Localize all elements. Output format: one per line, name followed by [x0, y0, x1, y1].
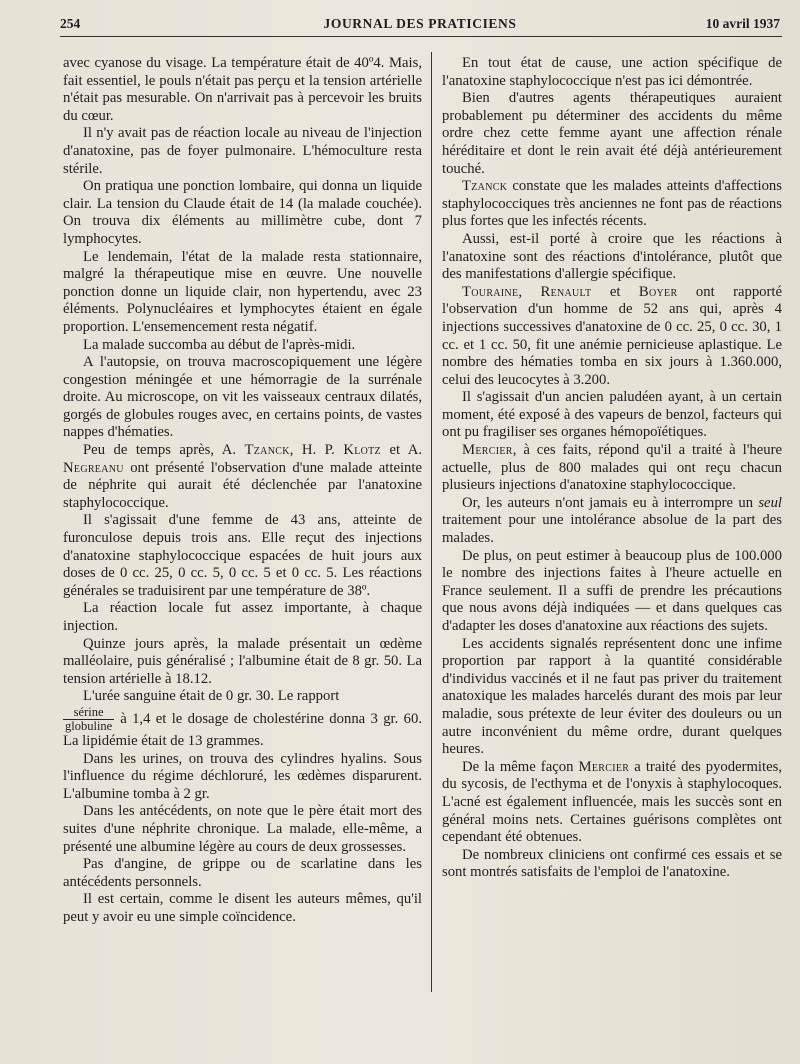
text-run: Peu de temps après, A.: [83, 442, 245, 459]
paragraph: Bien d'autres agents thérapeutiques auraient probablement pu déterminer des accidents du même ordre chez cette femme ayant une affection rénale héréditaire et dont le rein avait été déjà antérieurement touché.: [442, 90, 782, 177]
author-name: Mercier: [578, 758, 630, 775]
paragraph: Il est certain, comme le disent les auteurs mêmes, qu'il peut y avoir eu une simple coïncidence.: [63, 891, 422, 925]
text-run: ,: [518, 283, 541, 300]
text-run: Or, les auteurs n'ont jamais eu à interrompre un: [462, 494, 759, 511]
text-run: traitement pour une intolérance absolue de la part des malades.: [442, 512, 782, 547]
ratio-fraction: [63, 706, 114, 733]
page-header: [60, 14, 780, 38]
paragraph: Dans les antécédents, on note que le père était mort des suites d'une néphrite chronique. La malade, elle-même, a présenté une albumine légère au cours de deux grossesses.: [63, 803, 422, 855]
page-number: 254: [60, 16, 81, 31]
journal-title: JOURNAL DES PRATICIENS: [323, 16, 517, 31]
text-run: à 1,4 et le dosage de cholestérine donna 3 gr. 60. La lipidémie était de 13 grammes.: [63, 710, 422, 749]
paragraph: En tout état de cause, une action spécifique de l'anatoxine staphylococcique n'est pas ici démontrée.: [442, 55, 782, 89]
paragraph: De nombreux cliniciens ont confirmé ces essais et se sont montrés satisfaits de l'emploi de l'anatoxine.: [442, 846, 782, 881]
paragraph: Les accidents signalés représentent donc une infime proportion par rapport à la quantité considérable d'individus vaccinés et il ne faut pas priver du traitement anatoxique les malades harcelés durant des mois par leur maladie, sous prétexte de leur éviter des douleurs ou un autre inconvénient du même ordre, durant quelques heures.: [442, 635, 782, 758]
paragraph: Le lendemain, l'état de la malade resta stationnaire, malgré la thérapeutique mise en œuvre. Une nouvelle ponction donne un liquide clair, non hypertendu, avec 23 éléments. Polynucléaires et lymphocytes étaient en égale proportion. L'ensemencement resta négatif.: [63, 248, 422, 335]
left-column: [63, 55, 422, 927]
paragraph: Pas d'angine, de grippe ou de scarlatine dans les antécédents personnels.: [63, 856, 422, 890]
author-name: Tzanck: [462, 178, 508, 195]
fraction-numerator: sérine: [63, 706, 114, 720]
paragraph: La malade succomba au début de l'après-midi.: [83, 336, 356, 353]
paragraph: [63, 688, 422, 750]
paragraph: A l'autopsie, on trouva macroscopiquement une légère congestion méningée et une hémorragie de la surrénale droite. Au microscope, on vit les vaisseaux centraux dilatés, gorgés de globules rouges avec, en certains points, de vastes nappes d'hématies.: [63, 354, 422, 441]
paragraph: [442, 495, 782, 548]
author-name: Tzanck: [244, 442, 290, 459]
author-name: Boyer: [638, 283, 678, 300]
issue-date: 10 avril 1937: [705, 16, 780, 31]
author-name: Mercier: [462, 442, 513, 459]
paragraph: [442, 178, 782, 231]
author-name: Negreanu: [63, 459, 124, 476]
text-run: constate que les malades atteints d'affections staphylococciques très anciennes ne font pas de réactions plus fortes que les infectés récents.: [442, 178, 782, 230]
paragraph: Il s'agissait d'un ancien paludéen ayant, à un certain moment, été exposé à des vapeurs de benzol, facteurs qui ont pu fragiliser ses organes hémopoïétiques.: [442, 389, 782, 441]
paragraph: On pratiqua une ponction lombaire, qui donna un liquide clair. La tension du Claude était de 14 (la malade couchée). On trouva dix éléments au millimètre cube, dont 7 lymphocytes.: [63, 178, 422, 247]
paragraph: Il s'agissait d'une femme de 43 ans, atteinte de furonculose depuis trois ans. Elle reçut des injections d'anatoxine staphylococcique espacées de huit jours aux doses de 0 cc. 25, 0 cc. 5, 0 cc. 5 et 0 cc. 5. Les réactions générales se traduisirent par une température de 38º.: [63, 512, 422, 599]
paragraph: [63, 442, 422, 512]
text-run: , à ces faits, répond qu'il a traité à l'heure actuelle, plus de 800 malades qui ont reçu chacun plusieurs injections d'anatoxine staphylococcique.: [442, 442, 782, 494]
paragraph: [442, 759, 782, 847]
paragraph: [442, 284, 782, 390]
text-run: , H. P.: [289, 442, 344, 459]
paragraph: Dans les urines, on trouva des cylindres hyalins. Sous l'influence du régime déchloruré, les œdèmes disparurent. L'albumine tomba à 2 gr.: [63, 750, 422, 802]
paragraph: La réaction locale fut assez importante, à chaque injection.: [63, 600, 422, 634]
text-run: et: [591, 283, 639, 300]
paragraph: Quinze jours après, la malade présentait un œdème malléolaire, puis généralisé ; l'albumine était de 8 gr. 50. La tension artérielle à 18.12.: [63, 635, 422, 687]
text-run: ont présenté l'observation d'une malade atteinte de néphrite qui aurait été déclenchée par l'anatoxine staphylococcique.: [63, 459, 422, 511]
author-name: Touraine: [462, 283, 519, 300]
text-run: ont rapporté l'observation d'un homme de 52 ans qui, après 4 injections successives d'anatoxine de 0 cc. 25, 0 cc. 30, 1 cc. et 1 cc. 50, fit une anémie pernicieuse aplastique. Le nombre des hématies tomba en six jours à 1.360.000, celui des leucocytes à 3.200.: [442, 283, 783, 388]
author-name: Klotz: [343, 442, 381, 459]
paragraph: Aussi, est-il porté à croire que les réactions à l'anatoxine sont des réactions d'intolérance, plutôt que des manifestations d'allergie spécifique.: [442, 230, 782, 283]
column-divider: [431, 52, 432, 992]
fraction-denominator: globuline: [65, 718, 113, 733]
paragraph: De plus, on peut estimer à beaucoup plus de 100.000 le nombre des injections faites à l'heure actuelle en France seulement. Il a suffi de prendre les précautions que nous avons déjà indiquées — et dans quelques cas d'adapter les doses d'anatoxine aux réactions des sujets.: [442, 547, 782, 634]
emphasis: seul: [758, 494, 782, 511]
text-run: L'urée sanguine était de 0 gr. 30. Le rapport: [83, 688, 340, 705]
header-rule: [60, 36, 782, 37]
text-run: a traité des pyodermites, du sycosis, de l'ecthyma et de l'onyxis à staphylocoques. L'acné est également influencée, mais les succès sont en général moins nets. Certaines guérisons complètes ont cependant été obtenues.: [442, 758, 782, 846]
paragraph: avec cyanose du visage. La température était de 40º4. Mais, fait essentiel, le pouls n'était pas perçu et la tension artérielle n'était pas mesurable. On n'arrivait pas à percevoir les bruits du cœur.: [63, 55, 422, 124]
right-column: [442, 55, 782, 882]
author-name: Renault: [540, 283, 592, 300]
paragraph: Il n'y avait pas de réaction locale au niveau de l'injection d'anatoxine, pas de foyer pulmonaire. L'hémoculture resta stérile.: [63, 125, 422, 177]
text-run: et A.: [380, 442, 422, 459]
paragraph: [442, 442, 782, 495]
text-run: De la même façon: [462, 758, 579, 775]
